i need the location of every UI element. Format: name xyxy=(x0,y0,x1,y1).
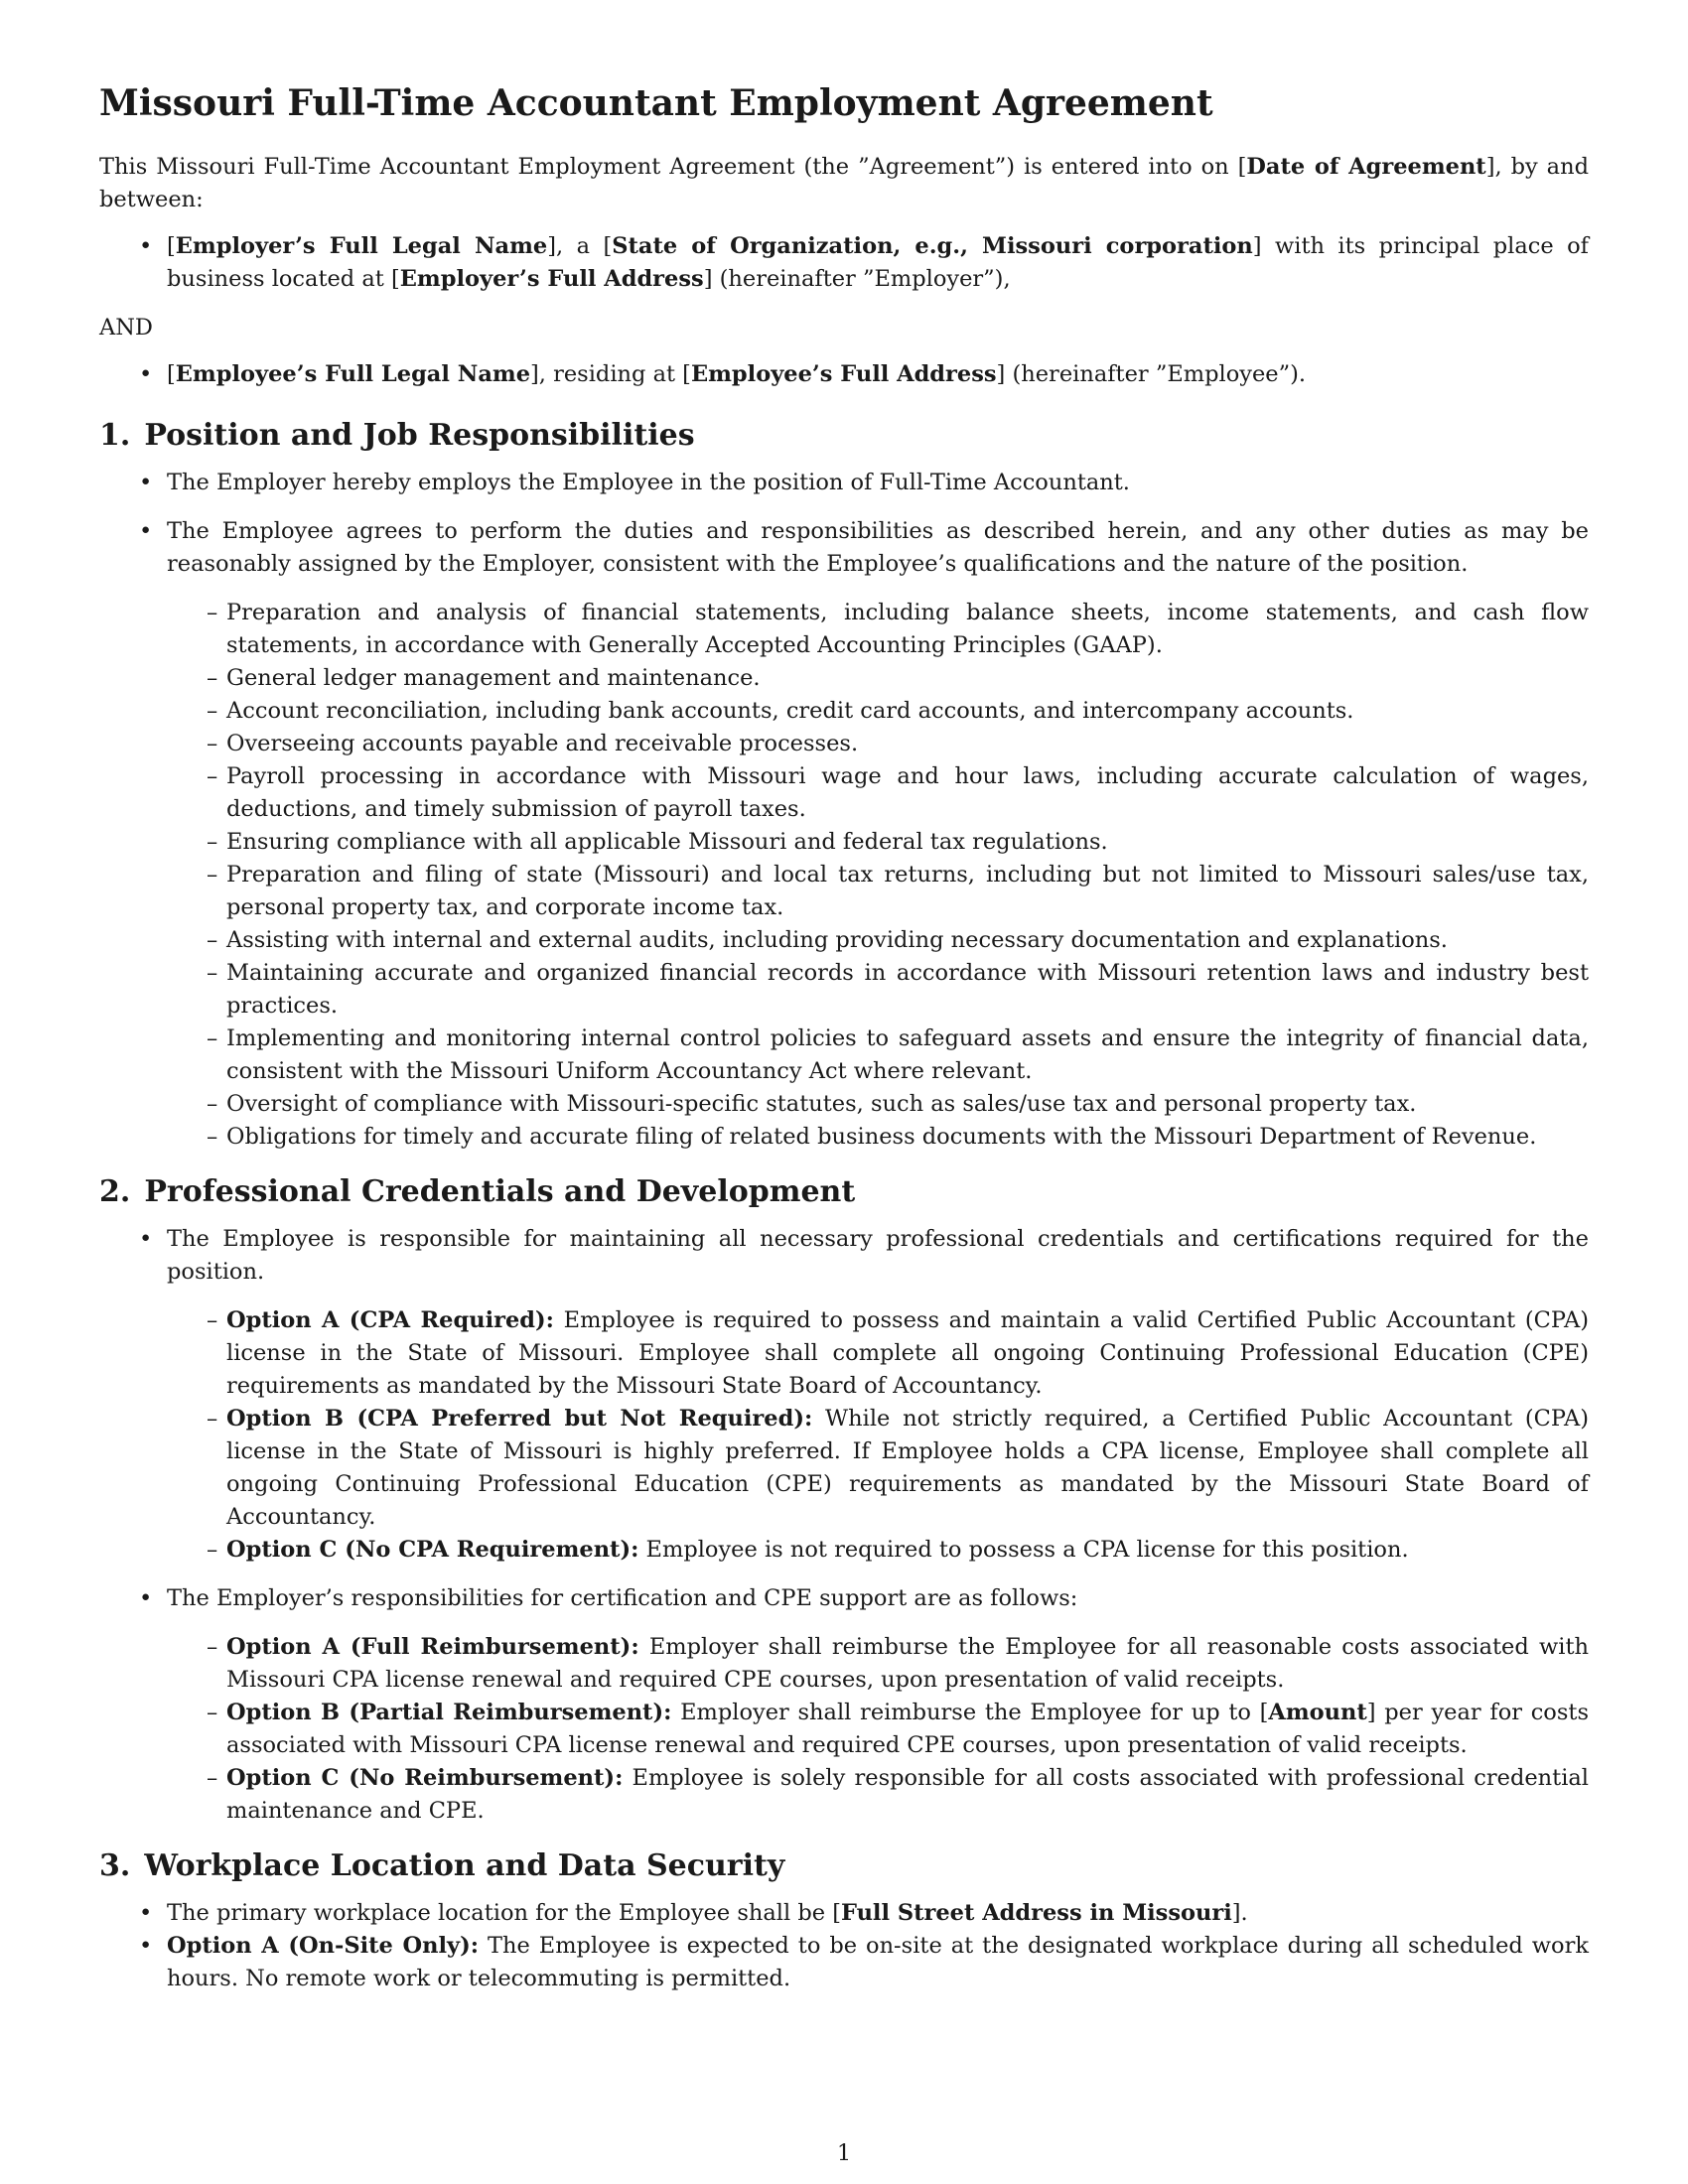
document-page xyxy=(99,81,1589,1995)
duty-item: – Implementing and monitoring internal control policies to safeguard assets and ensure the integrity of financial data, consistent with the Missouri Uniform Accountancy Act where relevant. xyxy=(167,1023,1589,1088)
section-3-heading: 3. Workplace Location and Data Security xyxy=(99,1848,785,1883)
duty-item: – Preparation and analysis of financial statements, including balance sheets, income statements, and cash flow statements, in accordance with Generally Accepted Accounting Principles (GAAP). xyxy=(167,597,1589,662)
duty-item: – Preparation and filing of state (Missouri) and local tax returns, including but not limited to Missouri sales/use tax, personal property tax, and corporate income tax. xyxy=(167,859,1589,924)
employee-name-field: Employee’s Full Legal Name xyxy=(175,361,531,387)
section-1-heading: 1. Position and Job Responsibilities xyxy=(99,418,695,453)
duty-item: – Overseeing accounts payable and receivable processes. xyxy=(167,728,1589,760)
section-3 xyxy=(99,1847,1589,1995)
section-3-bullet-1: • The primary workplace location for the Employee shall be [Full Street Address in Missouri]. xyxy=(99,1897,1589,1930)
reimbursement-option-c: – Option C (No Reimbursement): Employee is solely responsible for all costs associated with professional credential maintenance and CPE. xyxy=(167,1762,1589,1828)
duty-item: – Maintaining accurate and organized financial records in accordance with Missouri retention laws and industry best practices. xyxy=(167,957,1589,1023)
party-employer: • [Employer’s Full Legal Name], a [State of Organization, e.g., Missouri corporation] with its principal place of business located at [Employer’s Full Address] (hereinafter ”Employer”), xyxy=(99,230,1589,296)
section-2-bullet-1: • The Employee is responsible for maintaining all necessary professional credentials and certifications required for the position. – Option A (CPA Required): Employee is required to possess and maintain a valid Certified Public Accountant (CPA) license in the State of Missouri. Employee shall complete all ongoing Continuing Professional Education (CPE) requirements as mandated by the Missouri State Board of Accountancy. – Option B (CPA Preferred but Not Required): While not strictly required, a Certified Public Accountant (CPA) license in the State of Missouri is highly preferred. If Employee holds a CPA license, Employee shall complete all ongoing Continuing Professional Education (CPE) requirements as mandated by the Missouri State Board of Accountancy. – Option C (No CPA Requirement): Employee is not required to possess a CPA license for this position. xyxy=(99,1223,1589,1567)
credential-option-b: – Option B (CPA Preferred but Not Required): While not strictly required, a Certified Public Accountant (CPA) license in the State of Missouri is highly preferred. If Employee holds a CPA license, Employee shall complete all ongoing Continuing Professional Education (CPE) requirements as mandated by the Missouri State Board of Accountancy. xyxy=(167,1403,1589,1534)
amount-field: Amount xyxy=(1268,1700,1367,1725)
party-list-employer xyxy=(99,230,1589,296)
section-1 xyxy=(99,417,1589,1154)
duty-item: – Obligations for timely and accurate filing of related business documents with the Missouri Department of Revenue. xyxy=(167,1121,1589,1154)
credential-option-c: – Option C (No CPA Requirement): Employee is not required to possess a CPA license for this position. xyxy=(167,1534,1589,1567)
reimbursement-option-b: – Option B (Partial Reimbursement): Employer shall reimburse the Employee for up to [Amount] per year for costs associated with Missouri CPA license renewal and required CPE courses, upon presentation of valid receipts. xyxy=(167,1697,1589,1762)
employer-address-field: Employer’s Full Address xyxy=(399,266,704,292)
section-1-bullet-2: • The Employee agrees to perform the duties and responsibilities as described herein, and any other duties as may be reasonably assigned by the Employer, consistent with the Employee’s qualifications and the nature of the position. – Preparation and analysis of financial statements, including balance sheets, income statements, and cash flow statements, in accordance with Generally Accepted Accounting Principles (GAAP). – General ledger management and maintenance. – Account reconciliation, including bank accounts, credit card accounts, and intercompany accounts. – Overseeing accounts payable and receivable processes. – Payroll processing in accordance with Missouri wage and hour laws, including accurate calculation of wages, deductions, and timely submission of payroll taxes. – Ensuring compliance with all applicable Missouri and federal tax regulations. – Preparation and filing of state (Missouri) and local tax returns, including but not limited to Missouri sales/use tax, personal property tax, and corporate income tax. – Assisting with internal and external audits, including providing necessary documentation and explanations. – Maintaining accurate and organized financial records in accordance with Missouri retention laws and industry best practices. – Implementing and monitoring internal control policies to safeguard assets and ensure the integrity of financial data, consistent with the Missouri Uniform Accountancy Act where relevant. – Oversight of compliance with Missouri-specific statutes, such as sales/use tax and personal property tax. – Obligations for timely and accurate filing of related business documents with the Missouri Department of Revenue. xyxy=(99,515,1589,1154)
party-list-employee xyxy=(99,358,1589,391)
section-2-heading: 2. Professional Credentials and Development xyxy=(99,1174,856,1209)
employee-address-field: Employee’s Full Address xyxy=(690,361,997,387)
section-2-list xyxy=(99,1223,1589,1828)
date-of-agreement-field: Date of Agreement xyxy=(1246,154,1486,180)
employer-name-field: Employer’s Full Legal Name xyxy=(175,233,548,259)
section-3-bullet-2: • Option A (On-Site Only): The Employee is expected to be on-site at the designated workplace during all scheduled work hours. No remote work or telecommuting is permitted. xyxy=(99,1930,1589,1995)
duties-list xyxy=(167,597,1589,1154)
and-separator: AND xyxy=(99,315,153,341)
duty-item: – Ensuring compliance with all applicable Missouri and federal tax regulations. xyxy=(167,826,1589,859)
section-1-bullet-1: • The Employer hereby employs the Employee in the position of Full-Time Accountant. xyxy=(99,467,1589,499)
duty-item: – Assisting with internal and external audits, including providing necessary documentation and explanations. xyxy=(167,924,1589,957)
party-employee: • [Employee’s Full Legal Name], residing at [Employee’s Full Address] (hereinafter ”Employee”). xyxy=(99,358,1589,391)
credential-option-a: – Option A (CPA Required): Employee is required to possess and maintain a valid Certified Public Accountant (CPA) license in the State of Missouri. Employee shall complete all ongoing Continuing Professional Education (CPE) requirements as mandated by the Missouri State Board of Accountancy. xyxy=(167,1304,1589,1403)
duty-item: – Account reconciliation, including bank accounts, credit card accounts, and intercompany accounts. xyxy=(167,695,1589,728)
duty-item: – General ledger management and maintenance. xyxy=(167,662,1589,695)
document-title: Missouri Full-Time Accountant Employment Agreement xyxy=(99,82,1213,124)
reimbursement-option-a: – Option A (Full Reimbursement): Employer shall reimburse the Employee for all reasonable costs associated with Missouri CPA license renewal and required CPE courses, upon presentation of valid receipts. xyxy=(167,1631,1589,1697)
page-number: 1 xyxy=(836,2140,852,2166)
workplace-address-field: Full Street Address in Missouri xyxy=(840,1900,1232,1926)
section-2-bullet-2: • The Employer’s responsibilities for certification and CPE support are as follows: – Option A (Full Reimbursement): Employer shall reimburse the Employee for all reasonable costs associated with Missouri CPA license renewal and required CPE courses, upon presentation of valid receipts. – Option B (Partial Reimbursement): Employer shall reimburse the Employee for up to [Amount] per year for costs associated with Missouri CPA license renewal and required CPE courses, upon presentation of valid receipts. – Option C (No Reimbursement): Employee is solely responsible for all costs associated with professional credential maintenance and CPE. xyxy=(99,1582,1589,1828)
reimbursement-options-list xyxy=(167,1631,1589,1828)
state-of-organization-field: State of Organization, e.g., Missouri corporation xyxy=(612,233,1253,259)
section-3-list xyxy=(99,1897,1589,1995)
credential-options-list xyxy=(167,1304,1589,1567)
duty-item: – Oversight of compliance with Missouri-specific statutes, such as sales/use tax and personal property tax. xyxy=(167,1088,1589,1121)
intro-paragraph: This Missouri Full-Time Accountant Employment Agreement (the ”Agreement”) is entered into on [Date of Agreement], by and between: xyxy=(99,154,1589,212)
duty-item: – Payroll processing in accordance with Missouri wage and hour laws, including accurate calculation of wages, deductions, and timely submission of payroll taxes. xyxy=(167,760,1589,826)
section-1-list xyxy=(99,467,1589,1154)
section-2 xyxy=(99,1173,1589,1828)
